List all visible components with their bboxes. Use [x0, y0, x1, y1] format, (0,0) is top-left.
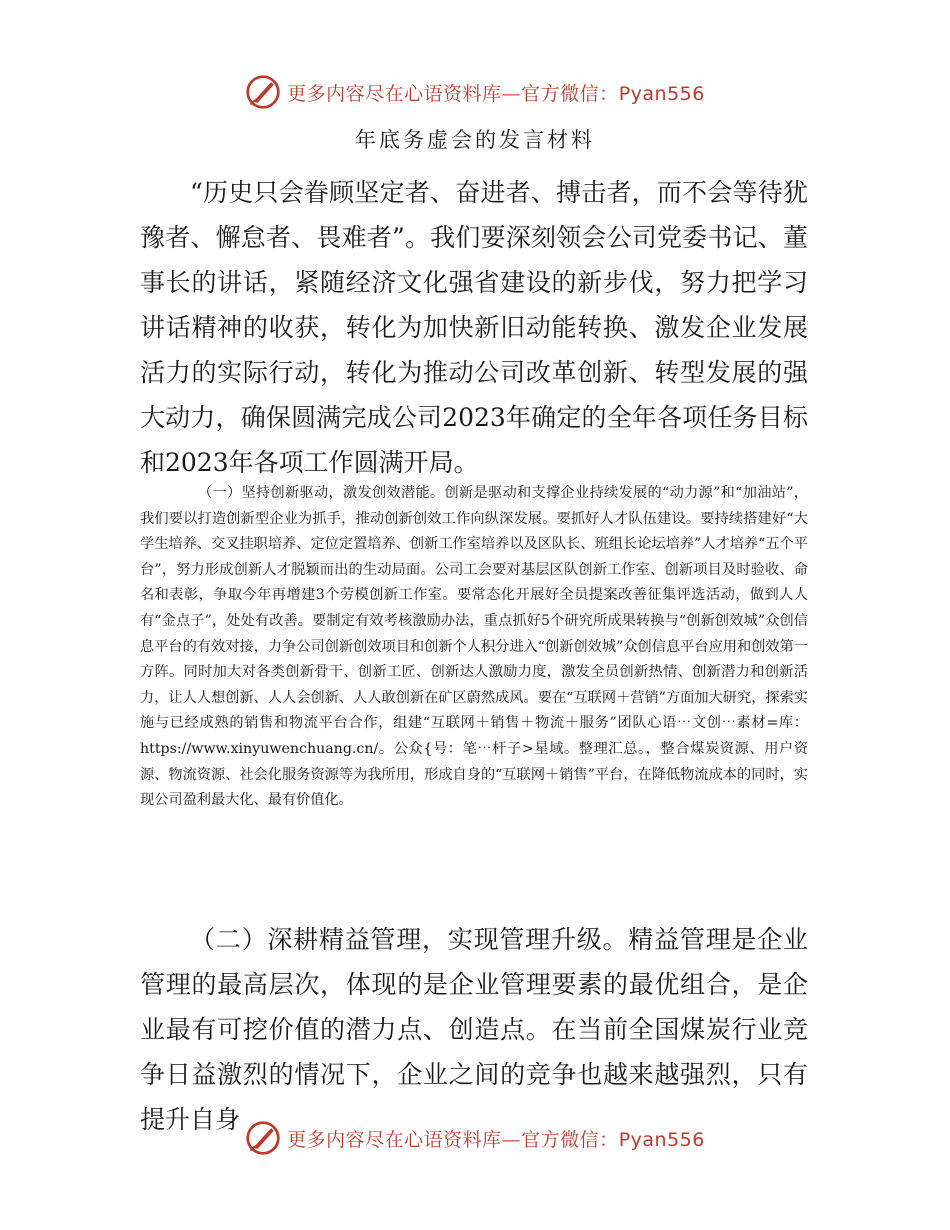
watermark-banner-bottom [0, 1118, 950, 1158]
quill-logo-icon [245, 74, 281, 110]
paragraph-intro: “历史只会眷顾坚定者、奋进者、搏击者，而不会等待犹豫者、懈怠者、畏难者”。我们要深刻领会公司党委书记、董事长的讲话，紧随经济文化强省建设的新步伐，努力把学习讲话精神的收获，转化为加快新旧动能转换、激发企业发展活力的实际行动，转化为推动公司改革创新、转型发展的强大动力，确保圆满完成公司2023年确定的全年各项任务目标和2023年各项工作圆满开局。 [140, 178, 808, 477]
watermark-text: 更多内容尽在心语资料库—官方微信：Pyan556 [287, 1128, 705, 1151]
paragraph-section-2: （二）深耕精益管理，实现管理升级。精益管理是企业管理的最高层次，体现的是企业管理要素的最优组合，是企业最有可挖价值的潜力点、创造点。在当前全国煤炭行业竞争日益激烈的情况下，企业之间的竞争也越来越强烈，只有提升自身 [140, 925, 808, 1134]
watermark-banner-top [0, 72, 950, 112]
quill-logo-icon [245, 1120, 281, 1156]
document-title: 年底务虚会的发言材料 [355, 128, 595, 152]
paragraph-section-1: （一）坚持创新驱动，激发创效潜能。创新是驱动和支撑企业持续发展的“动力源”和“加油站”，我们要以打造创新型企业为抓手，推动创新创效工作向纵深发展。要抓好人才队伍建设。要持续搭建好“大学生培养、交叉挂职培养、定位定置培养、创新工作室培养以及区队长、班组长论坛培养”人才培养“五个平台”，努力形成创新人才脱颖而出的生动局面。公司工会要对基层区队创新工作室、创新项目及时验收、命名和表彰，争取今年再增建3个劳模创新工作室。要常态化开展好全员提案改善征集评选活动，做到人人有“金点子”，处处有改善。要制定有效考核激励办法，重点抓好5个研究所成果转换与“创新创效城”众创信息平台的有效对接，力争公司创新创效项目和创新个人积分进入“创新创效城”众创信息平台应用和创效第一方阵。同时加大对各类创新骨干、创新工匠、创新达人激励力度，激发全员创新热情、创新潜力和创新活力，让人人想创新、人人会创新、人人敢创新在矿区蔚然成风。要在“互联网＋营销”方面加大研究，探索实施与已经成熟的销售和物流平台合作，组建“互联网＋销售＋物流＋服务”团队心语⋯文创⋯素材=库：https://www.xinyuwenchuang.cn/。公众{号：笔⋯杆子>星域。整理汇总。，整合煤炭资源、用户资源、物流资源、社会化服务资源等为我所用，形成自身的“互联网＋销售”平台，在降低物流成本的同时，实现公司盈利最大化、最有价值化。 [140, 485, 808, 809]
watermark-text: 更多内容尽在心语资料库—官方微信：Pyan556 [287, 82, 705, 105]
